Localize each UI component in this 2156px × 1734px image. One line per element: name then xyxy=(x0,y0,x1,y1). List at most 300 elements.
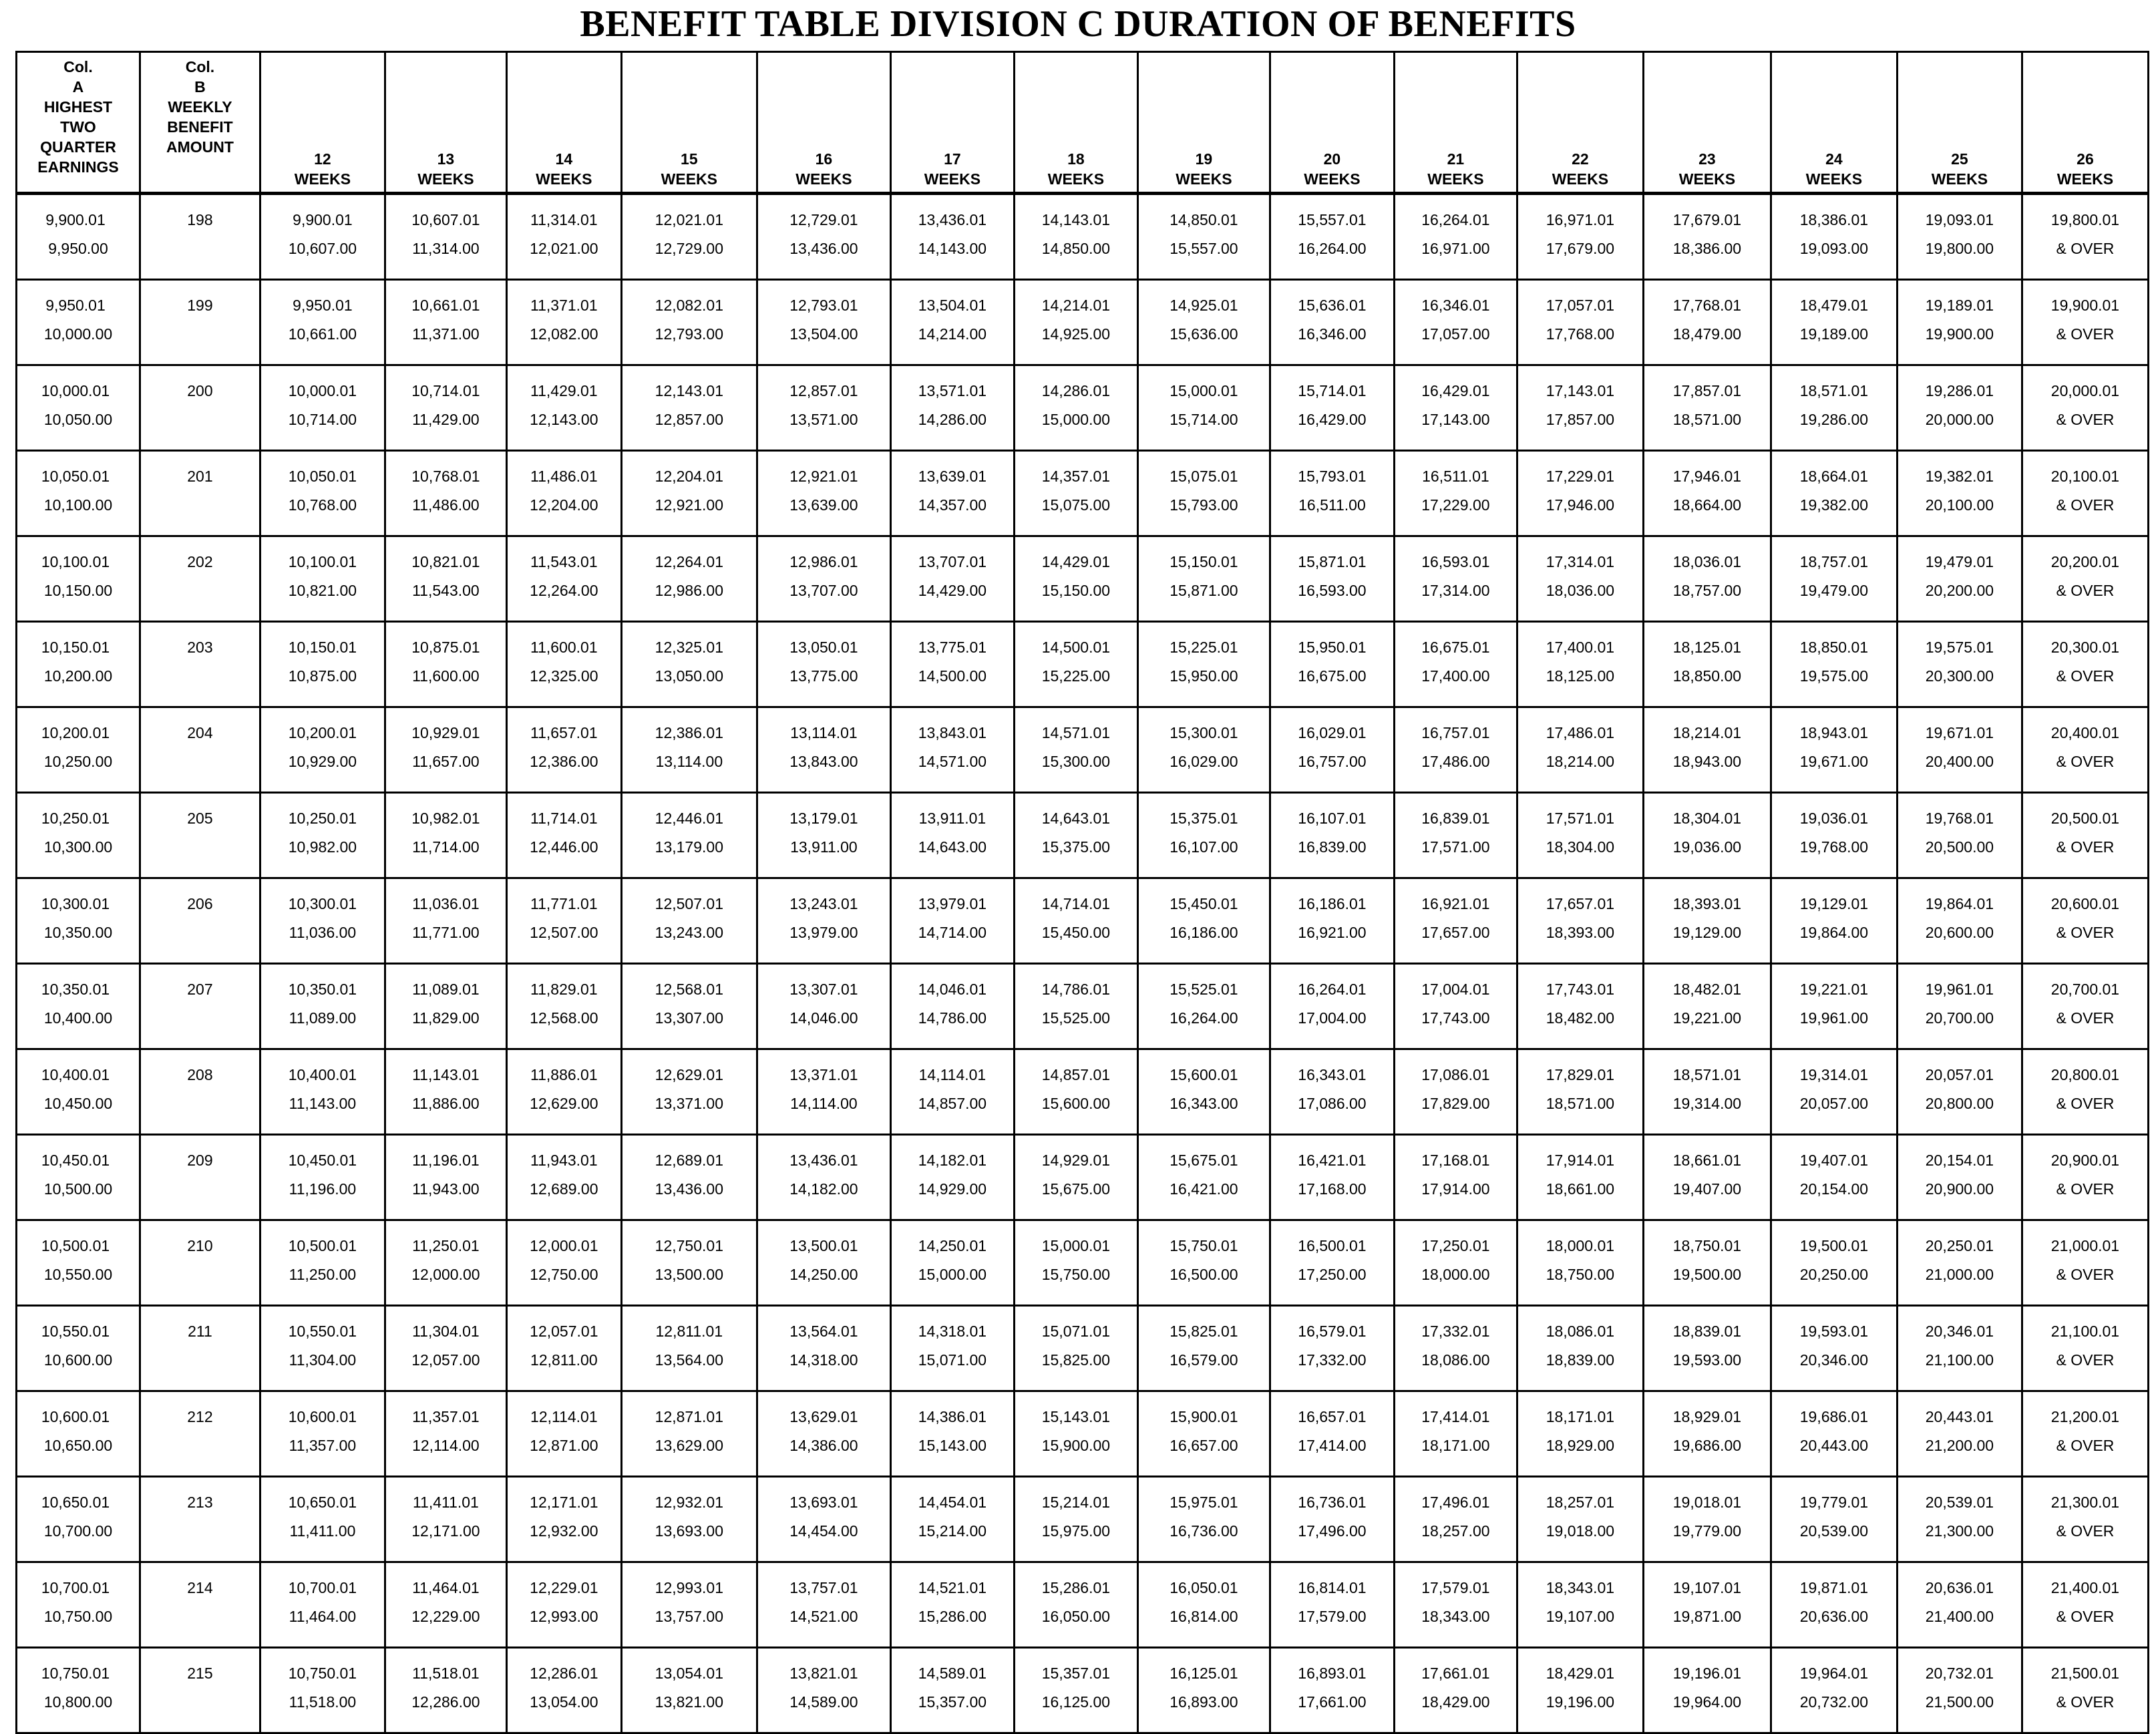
weeks-range-cell xyxy=(1394,365,1517,451)
weeks-range-cell xyxy=(1270,1049,1394,1135)
weeks-range-cell xyxy=(1517,1562,1643,1648)
range-to: 11,143.00 xyxy=(289,1095,357,1112)
range-from: 20,300.01 xyxy=(2050,639,2120,656)
weeks-range-cell xyxy=(890,1648,1014,1733)
weeks-range-cell xyxy=(506,1135,621,1220)
range-to: 12,793.00 xyxy=(655,325,723,343)
weeks-range-cell xyxy=(2022,365,2148,451)
weeks-range-cell xyxy=(757,1391,890,1477)
weeks-range-cell xyxy=(1270,1648,1394,1733)
range-to: 12,143.00 xyxy=(530,411,598,428)
weeks-range-cell xyxy=(1643,622,1771,707)
range-from: 15,793.01 xyxy=(1298,468,1367,485)
range-to: 15,871.00 xyxy=(1170,582,1238,599)
range-to: 11,250.00 xyxy=(289,1266,357,1283)
weeks-range-cell xyxy=(757,280,890,365)
weeks-range-cell xyxy=(1643,1049,1771,1135)
weeks-range-cell xyxy=(757,1306,890,1391)
range-to: 10,000.00 xyxy=(43,325,113,343)
header-row xyxy=(17,52,2149,194)
weeks-range-cell xyxy=(1014,707,1137,793)
range-to: 18,036.00 xyxy=(1546,582,1615,599)
range-from: 13,371.01 xyxy=(789,1066,858,1083)
col-a-header-line: TWO xyxy=(60,118,96,136)
range-to: 14,714.00 xyxy=(918,924,987,941)
range-to: 14,857.00 xyxy=(918,1095,987,1112)
table-row xyxy=(17,1477,2149,1562)
range-to: 17,571.00 xyxy=(1421,838,1490,856)
weeks-range-cell xyxy=(260,451,385,536)
range-to: 16,343.00 xyxy=(1170,1095,1238,1112)
range-from: 11,943.01 xyxy=(530,1152,598,1169)
range-from: 19,800.01 xyxy=(2050,211,2120,228)
range-to: 15,300.00 xyxy=(1041,753,1111,770)
range-to: 19,018.00 xyxy=(1546,1522,1615,1540)
weeks-range-cell xyxy=(1643,1477,1771,1562)
earnings-range-cell xyxy=(17,1220,140,1306)
weeks-range-cell xyxy=(506,1391,621,1477)
weeks-unit: WEEKS xyxy=(1304,170,1361,188)
range-from: 15,900.01 xyxy=(1170,1408,1238,1425)
range-from: 17,143.01 xyxy=(1546,382,1615,399)
earnings-range-cell xyxy=(17,878,140,964)
range-from: 14,589.01 xyxy=(918,1665,987,1682)
weeks-range-cell xyxy=(1014,1477,1137,1562)
weeks-range-cell xyxy=(1643,1306,1771,1391)
range-from: 11,036.01 xyxy=(412,895,480,912)
range-to: 15,714.00 xyxy=(1170,411,1238,428)
range-from: 19,036.01 xyxy=(1799,810,1869,827)
range-to: 17,679.00 xyxy=(1546,240,1615,257)
weeks-range-cell xyxy=(1771,194,1897,280)
weeks-range-cell xyxy=(1137,1477,1270,1562)
range-from: 9,900.01 xyxy=(45,211,106,228)
table-row xyxy=(17,1306,2149,1391)
range-from: 10,100.01 xyxy=(41,553,110,570)
range-from: 12,325.01 xyxy=(655,639,723,656)
range-from: 17,657.01 xyxy=(1546,895,1615,912)
range-from: 12,689.01 xyxy=(655,1152,723,1169)
range-to: 16,107.00 xyxy=(1170,838,1238,856)
range-to: 20,500.00 xyxy=(1925,838,1994,856)
weeks-range-cell xyxy=(890,1049,1014,1135)
weekly-benefit-cell xyxy=(140,964,260,1049)
weeks-range-cell xyxy=(890,1306,1014,1391)
range-to: & OVER xyxy=(2056,924,2115,941)
weeks-range-cell xyxy=(1517,707,1643,793)
range-from: 19,671.01 xyxy=(1925,724,1994,741)
weeks-number: 21 xyxy=(1447,150,1465,168)
weeks-range-cell xyxy=(1643,280,1771,365)
range-from: 18,482.01 xyxy=(1672,981,1742,998)
range-from: 11,771.01 xyxy=(530,895,598,912)
weekly-benefit-cell xyxy=(140,194,260,280)
range-to: 18,929.00 xyxy=(1546,1437,1615,1454)
weeks-range-cell xyxy=(757,536,890,622)
range-to: 16,593.00 xyxy=(1298,582,1367,599)
range-to: 14,429.00 xyxy=(918,582,987,599)
range-from: 10,929.01 xyxy=(411,724,480,741)
range-from: 10,500.01 xyxy=(41,1237,110,1254)
table-row xyxy=(17,1135,2149,1220)
range-to: 10,800.00 xyxy=(43,1693,113,1711)
weeks-range-cell xyxy=(1394,1135,1517,1220)
weeks-range-cell xyxy=(506,1477,621,1562)
weeks-range-cell xyxy=(890,1135,1014,1220)
range-from: 10,150.01 xyxy=(41,639,110,656)
range-from: 19,686.01 xyxy=(1799,1408,1869,1425)
range-to: 17,229.00 xyxy=(1421,496,1490,514)
range-to: 12,750.00 xyxy=(530,1266,598,1283)
range-to: 13,693.00 xyxy=(655,1522,723,1540)
range-to: 10,100.00 xyxy=(43,496,113,514)
range-from: 10,350.01 xyxy=(288,981,357,998)
range-to: 16,839.00 xyxy=(1298,838,1367,856)
range-to: 17,086.00 xyxy=(1298,1095,1367,1112)
range-to: 17,661.00 xyxy=(1298,1693,1367,1711)
range-from: 18,036.01 xyxy=(1672,553,1742,570)
range-from: 17,486.01 xyxy=(1546,724,1615,741)
range-to: 13,114.00 xyxy=(655,753,723,770)
range-to: 11,943.00 xyxy=(412,1180,480,1198)
range-to: & OVER xyxy=(2056,667,2115,685)
weeks-range-cell xyxy=(1771,622,1897,707)
range-from: 13,243.01 xyxy=(789,895,858,912)
range-from: 19,093.01 xyxy=(1925,211,1994,228)
weeks-range-cell xyxy=(506,451,621,536)
range-to: 11,829.00 xyxy=(412,1009,480,1027)
range-from: 17,004.01 xyxy=(1421,981,1490,998)
range-from: 10,700.01 xyxy=(288,1579,357,1596)
weeks-range-cell xyxy=(1394,1648,1517,1733)
range-from: 20,732.01 xyxy=(1925,1665,1994,1682)
range-to: 17,857.00 xyxy=(1546,411,1615,428)
range-from: 10,300.01 xyxy=(288,895,357,912)
range-from: 10,768.01 xyxy=(411,468,480,485)
weeks-number: 12 xyxy=(314,150,331,168)
weeks-column-header xyxy=(506,52,621,194)
earnings-range-cell xyxy=(17,793,140,878)
range-from: 9,950.01 xyxy=(293,297,353,314)
weeks-range-cell xyxy=(260,1477,385,1562)
range-from: 12,793.01 xyxy=(789,297,858,314)
range-from: 12,729.01 xyxy=(789,211,858,228)
weeks-column-header xyxy=(757,52,890,194)
range-from: 18,661.01 xyxy=(1672,1152,1742,1169)
range-from: 15,525.01 xyxy=(1170,981,1238,998)
weeks-range-cell xyxy=(506,1220,621,1306)
weeks-range-cell xyxy=(260,964,385,1049)
weeks-range-cell xyxy=(757,878,890,964)
range-from: 14,714.01 xyxy=(1041,895,1111,912)
weeks-range-cell xyxy=(1897,1391,2022,1477)
weeks-range-cell xyxy=(1517,793,1643,878)
range-from: 17,679.01 xyxy=(1672,211,1742,228)
range-to: 13,911.00 xyxy=(790,838,858,856)
range-to: 19,382.00 xyxy=(1799,496,1869,514)
col-b-header xyxy=(140,52,260,194)
range-from: 14,643.01 xyxy=(1041,810,1111,827)
range-from: 15,636.01 xyxy=(1298,297,1367,314)
weeks-range-cell xyxy=(757,964,890,1049)
weeks-range-cell xyxy=(1394,964,1517,1049)
weeks-range-cell xyxy=(1137,1049,1270,1135)
weeks-column-header xyxy=(621,52,757,194)
weeks-range-cell xyxy=(621,536,757,622)
range-to: & OVER xyxy=(2056,411,2115,428)
range-from: 17,057.01 xyxy=(1546,297,1615,314)
range-from: 14,214.01 xyxy=(1041,297,1111,314)
range-from: 16,579.01 xyxy=(1298,1323,1367,1340)
weeks-range-cell xyxy=(260,1562,385,1648)
range-from: 17,086.01 xyxy=(1421,1066,1490,1083)
range-from: 12,750.01 xyxy=(655,1237,723,1254)
weeks-range-cell xyxy=(1517,1391,1643,1477)
range-from: 18,943.01 xyxy=(1799,724,1869,741)
range-from: 10,600.01 xyxy=(41,1408,110,1425)
weeks-range-cell xyxy=(506,878,621,964)
range-to: 17,057.00 xyxy=(1421,325,1490,343)
weekly-benefit-amount: 213 xyxy=(187,1494,213,1511)
weekly-benefit-cell xyxy=(140,1135,260,1220)
weekly-benefit-cell xyxy=(140,536,260,622)
weeks-range-cell xyxy=(1137,451,1270,536)
weeks-range-cell xyxy=(1137,1648,1270,1733)
weeks-range-cell xyxy=(1014,878,1137,964)
weeks-range-cell xyxy=(2022,536,2148,622)
range-from: 20,346.01 xyxy=(1925,1323,1994,1340)
range-from: 17,829.01 xyxy=(1546,1066,1615,1083)
weeks-range-cell xyxy=(1643,536,1771,622)
range-from: 15,357.01 xyxy=(1041,1665,1111,1682)
weeks-range-cell xyxy=(1014,1220,1137,1306)
weeks-range-cell xyxy=(1771,707,1897,793)
weeks-range-cell xyxy=(1014,1135,1137,1220)
weekly-benefit-amount: 209 xyxy=(187,1152,213,1169)
range-to: 19,900.00 xyxy=(1925,325,1994,343)
weeks-number: 13 xyxy=(437,150,455,168)
range-from: 11,486.01 xyxy=(530,468,598,485)
range-to: 17,579.00 xyxy=(1298,1608,1367,1625)
range-to: 18,850.00 xyxy=(1672,667,1742,685)
range-to: 15,525.00 xyxy=(1041,1009,1111,1027)
range-to: & OVER xyxy=(2056,1351,2115,1369)
weeks-unit: WEEKS xyxy=(536,170,592,188)
range-from: 20,400.01 xyxy=(2050,724,2120,741)
weeks-range-cell xyxy=(1517,194,1643,280)
col-b-header-line: BENEFIT xyxy=(167,118,233,136)
range-to: 21,500.00 xyxy=(1925,1693,1994,1711)
range-to: 15,286.00 xyxy=(918,1608,987,1625)
range-to: 21,200.00 xyxy=(1925,1437,1994,1454)
range-to: 18,343.00 xyxy=(1421,1608,1490,1625)
range-to: 14,357.00 xyxy=(918,496,987,514)
range-to: 10,750.00 xyxy=(43,1608,113,1625)
range-to: 11,657.00 xyxy=(412,753,480,770)
weeks-range-cell xyxy=(890,622,1014,707)
range-to: 12,057.00 xyxy=(411,1351,480,1369)
range-from: 16,921.01 xyxy=(1421,895,1490,912)
range-to: 21,300.00 xyxy=(1925,1522,1994,1540)
range-from: 13,775.01 xyxy=(918,639,987,656)
range-to: 15,636.00 xyxy=(1170,325,1238,343)
weeks-range-cell xyxy=(1270,1135,1394,1220)
range-from: 10,050.01 xyxy=(288,468,357,485)
weeks-range-cell xyxy=(890,536,1014,622)
range-from: 19,314.01 xyxy=(1799,1066,1869,1083)
range-from: 18,929.01 xyxy=(1672,1408,1742,1425)
range-from: 12,871.01 xyxy=(655,1408,723,1425)
range-from: 18,171.01 xyxy=(1546,1408,1615,1425)
weeks-range-cell xyxy=(1270,536,1394,622)
range-to: 14,643.00 xyxy=(918,838,987,856)
range-to: 11,771.00 xyxy=(412,924,480,941)
range-from: 13,436.01 xyxy=(918,211,987,228)
range-to: 11,411.00 xyxy=(289,1522,356,1540)
col-a-header-line: A xyxy=(72,78,84,96)
range-to: 16,029.00 xyxy=(1170,753,1238,770)
range-from: 16,125.01 xyxy=(1170,1665,1238,1682)
weeks-range-cell xyxy=(1517,536,1643,622)
range-from: 15,714.01 xyxy=(1298,382,1367,399)
range-to: 11,089.00 xyxy=(289,1009,357,1027)
range-to: & OVER xyxy=(2056,753,2115,770)
weeks-range-cell xyxy=(1897,1477,2022,1562)
range-to: 18,571.00 xyxy=(1672,411,1742,428)
col-b-header-line: AMOUNT xyxy=(166,138,234,156)
range-from: 13,639.01 xyxy=(918,468,987,485)
range-from: 13,307.01 xyxy=(789,981,858,998)
range-to: 18,125.00 xyxy=(1546,667,1615,685)
range-to: 18,839.00 xyxy=(1546,1351,1615,1369)
range-to: 12,286.00 xyxy=(411,1693,480,1711)
range-to: 21,000.00 xyxy=(1925,1266,1994,1283)
weekly-benefit-cell xyxy=(140,280,260,365)
range-to: & OVER xyxy=(2056,1009,2115,1027)
weeks-range-cell xyxy=(1270,451,1394,536)
range-to: 13,054.00 xyxy=(530,1693,598,1711)
weeks-number: 17 xyxy=(944,150,961,168)
weeks-range-cell xyxy=(1014,622,1137,707)
weeks-range-cell xyxy=(2022,1135,2148,1220)
earnings-range-cell xyxy=(17,964,140,1049)
weeks-range-cell xyxy=(385,1135,506,1220)
range-to: 12,021.00 xyxy=(530,240,598,257)
weekly-benefit-cell xyxy=(140,1220,260,1306)
range-from: 16,839.01 xyxy=(1421,810,1490,827)
range-to: & OVER xyxy=(2056,240,2115,257)
weeks-range-cell xyxy=(260,1648,385,1733)
range-from: 15,225.01 xyxy=(1170,639,1238,656)
weeks-range-cell xyxy=(890,793,1014,878)
range-to: 19,686.00 xyxy=(1672,1437,1742,1454)
range-to: 14,454.00 xyxy=(789,1522,858,1540)
weeks-number: 22 xyxy=(1572,150,1589,168)
range-from: 16,429.01 xyxy=(1421,382,1490,399)
range-to: 20,057.00 xyxy=(1799,1095,1869,1112)
weekly-benefit-amount: 210 xyxy=(187,1237,213,1254)
range-from: 15,675.01 xyxy=(1170,1152,1238,1169)
weeks-range-cell xyxy=(1270,1562,1394,1648)
range-from: 16,675.01 xyxy=(1421,639,1490,656)
range-from: 12,932.01 xyxy=(655,1494,723,1511)
weeks-range-cell xyxy=(2022,194,2148,280)
range-from: 10,714.01 xyxy=(411,382,480,399)
weeks-range-cell xyxy=(385,1562,506,1648)
range-from: 9,950.01 xyxy=(45,297,106,314)
range-to: 15,793.00 xyxy=(1170,496,1238,514)
weeks-range-cell xyxy=(890,194,1014,280)
range-to: 16,675.00 xyxy=(1298,667,1367,685)
range-to: 19,779.00 xyxy=(1672,1522,1742,1540)
range-to: 19,961.00 xyxy=(1799,1009,1869,1027)
range-to: 17,829.00 xyxy=(1421,1095,1490,1112)
range-to: 16,579.00 xyxy=(1170,1351,1238,1369)
range-to: 11,196.00 xyxy=(289,1180,357,1198)
range-from: 17,229.01 xyxy=(1546,468,1615,485)
range-from: 15,075.01 xyxy=(1170,468,1238,485)
weeks-range-cell xyxy=(1771,1306,1897,1391)
range-to: 17,143.00 xyxy=(1421,411,1490,428)
range-from: 10,821.01 xyxy=(411,553,480,570)
range-to: 13,179.00 xyxy=(655,838,723,856)
weeks-unit: WEEKS xyxy=(1931,170,1988,188)
range-to: 18,661.00 xyxy=(1546,1180,1615,1198)
col-b-header-line: WEEKLY xyxy=(168,98,232,116)
range-from: 19,961.01 xyxy=(1925,981,1994,998)
range-to: 11,486.00 xyxy=(412,496,480,514)
range-to: 19,593.00 xyxy=(1672,1351,1742,1369)
weeks-range-cell xyxy=(757,1477,890,1562)
table-row xyxy=(17,964,2149,1049)
range-from: 14,850.01 xyxy=(1170,211,1238,228)
weeks-number: 24 xyxy=(1825,150,1843,168)
range-to: 19,871.00 xyxy=(1672,1608,1742,1625)
weeks-range-cell xyxy=(1270,194,1394,280)
range-to: 15,000.00 xyxy=(1041,411,1111,428)
range-to: 20,539.00 xyxy=(1799,1522,1869,1540)
weeks-range-cell xyxy=(506,707,621,793)
range-to: 12,171.00 xyxy=(411,1522,480,1540)
range-to: 19,093.00 xyxy=(1799,240,1869,257)
weeks-range-cell xyxy=(506,793,621,878)
weeks-range-cell xyxy=(2022,707,2148,793)
weeks-range-cell xyxy=(1394,878,1517,964)
range-to: & OVER xyxy=(2056,1693,2115,1711)
weeks-unit: WEEKS xyxy=(2056,170,2114,188)
range-to: 17,496.00 xyxy=(1298,1522,1367,1540)
range-to: 18,757.00 xyxy=(1672,582,1742,599)
weeks-range-cell xyxy=(1771,451,1897,536)
range-to: 18,304.00 xyxy=(1546,838,1615,856)
weeks-range-cell xyxy=(1771,964,1897,1049)
range-from: 15,300.01 xyxy=(1170,724,1238,741)
weeks-range-cell xyxy=(757,1648,890,1733)
weeks-range-cell xyxy=(1137,793,1270,878)
range-to: 15,143.00 xyxy=(918,1437,987,1454)
range-to: 15,450.00 xyxy=(1041,924,1111,941)
range-to: 16,050.00 xyxy=(1041,1608,1111,1625)
earnings-range-cell xyxy=(17,1477,140,1562)
table-row xyxy=(17,1220,2149,1306)
weeks-range-cell xyxy=(1014,365,1137,451)
weeks-range-cell xyxy=(1771,1477,1897,1562)
range-from: 12,993.01 xyxy=(655,1579,723,1596)
weeks-range-cell xyxy=(621,622,757,707)
weeks-range-cell xyxy=(1270,964,1394,1049)
weeks-range-cell xyxy=(1270,793,1394,878)
range-to: 12,446.00 xyxy=(530,838,598,856)
